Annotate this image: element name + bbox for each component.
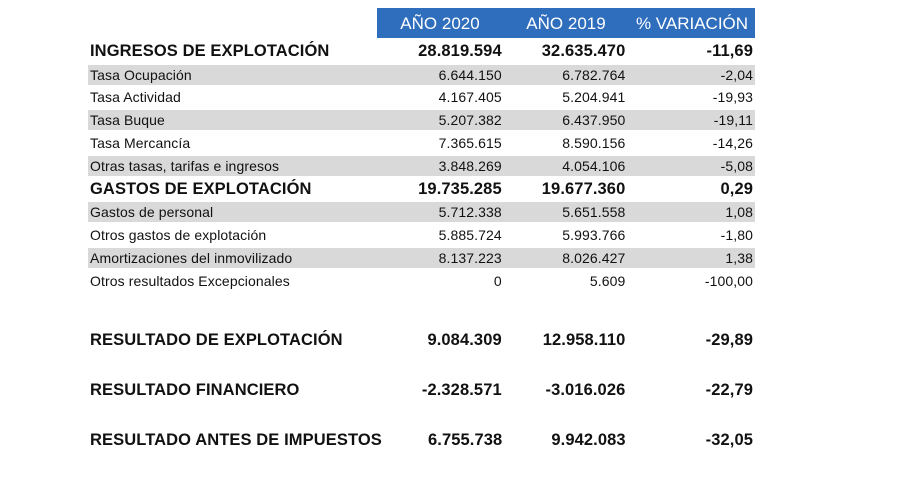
row-tasa-actividad <box>88 87 755 107</box>
value-2019: 8.026.427 <box>562 250 626 266</box>
value-2019: 8.590.156 <box>562 135 626 151</box>
value-2020: 5.712.338 <box>438 204 502 220</box>
row-gastos-personal <box>88 202 755 222</box>
value-2020: 0 <box>493 273 502 289</box>
table-header <box>377 8 755 38</box>
value-2019: 4.054.106 <box>562 158 626 174</box>
value-2019: 19.677.360 <box>541 179 626 198</box>
row-resultado-explotacion <box>88 329 755 351</box>
row-label: Gastos de personal <box>90 204 214 220</box>
value-2020: 3.848.269 <box>438 158 502 174</box>
row-otros-gastos <box>88 225 755 245</box>
row-label: INGRESOS DE EXPLOTACIÓN <box>90 41 330 60</box>
row-label: Otros resultados Excepcionales <box>90 273 290 289</box>
value-variation: -2,04 <box>720 67 753 83</box>
row-gastos-explotacion <box>88 178 755 200</box>
value-2019: 12.958.110 <box>542 330 626 349</box>
value-variation: 0,29 <box>720 179 753 198</box>
value-2020: 28.819.594 <box>418 41 502 60</box>
value-2020: 5.885.724 <box>438 227 502 243</box>
value-variation: 1,08 <box>725 204 753 220</box>
value-2019: 5.993.766 <box>562 227 626 243</box>
row-label: RESULTADO FINANCIERO <box>90 380 300 399</box>
value-2019: 5.609 <box>589 273 626 289</box>
value-2019: 6.437.950 <box>562 112 626 128</box>
value-2020: 9.084.309 <box>427 330 502 349</box>
value-variation: -22,79 <box>705 380 753 399</box>
value-2020: 19.735.285 <box>418 179 502 198</box>
row-tasa-ocupacion <box>88 65 755 85</box>
row-otros-resultados <box>88 271 755 291</box>
row-label: Otras tasas, tarifas e ingresos <box>90 158 280 174</box>
value-variation: -14,26 <box>712 135 753 151</box>
value-2019: 6.782.764 <box>562 67 626 83</box>
value-2019: 32.635.470 <box>541 41 626 60</box>
value-2020: 7.365.615 <box>438 135 502 151</box>
row-label: Otros gastos de explotación <box>90 227 267 243</box>
row-otras-tasas <box>88 156 755 176</box>
row-resultado-financiero <box>88 379 755 401</box>
row-tasa-buque <box>88 110 755 130</box>
value-2019: -3.016.026 <box>545 380 626 399</box>
row-label: Tasa Buque <box>90 112 165 128</box>
value-variation: -11,69 <box>706 41 753 60</box>
value-variation: -19,93 <box>712 89 753 105</box>
value-2020: 6.644.150 <box>438 67 502 83</box>
value-variation: -19,11 <box>713 112 753 128</box>
value-2020: 5.207.382 <box>438 112 502 128</box>
value-2019: 5.651.558 <box>562 204 626 220</box>
row-label: RESULTADO DE EXPLOTACIÓN <box>90 330 343 349</box>
value-2019: 9.942.083 <box>551 430 626 449</box>
header-year-2019: AÑO 2019 <box>503 8 629 38</box>
value-variation: -100,00 <box>704 273 753 289</box>
value-variation: 1,38 <box>725 250 753 266</box>
value-2019: 5.204.941 <box>562 89 626 105</box>
row-label: GASTOS DE EXPLOTACIÓN <box>90 179 312 198</box>
value-variation: -1,80 <box>720 227 753 243</box>
header-variation: % VARIACIÓN <box>629 8 755 38</box>
row-label: RESULTADO ANTES DE IMPUESTOS <box>90 430 382 449</box>
value-variation: -5,08 <box>720 158 753 174</box>
row-label: Tasa Ocupación <box>90 67 192 83</box>
value-2020: -2.328.571 <box>421 380 502 399</box>
value-2020: 6.755.738 <box>428 430 503 449</box>
value-variation: -29,89 <box>705 330 753 349</box>
row-label: Tasa Actividad <box>90 89 181 105</box>
header-year-2020: AÑO 2020 <box>377 8 503 38</box>
value-2020: 4.167.405 <box>438 89 502 105</box>
row-amortizaciones <box>88 248 755 268</box>
value-variation: -32,05 <box>705 430 753 449</box>
row-label: Amortizaciones del inmovilizado <box>90 250 293 266</box>
row-tasa-mercancia <box>88 133 755 153</box>
row-resultado-antes-impuestos <box>88 429 755 451</box>
value-2020: 8.137.223 <box>438 250 502 266</box>
row-ingresos-explotacion <box>88 40 755 62</box>
row-label: Tasa Mercancía <box>90 135 191 151</box>
